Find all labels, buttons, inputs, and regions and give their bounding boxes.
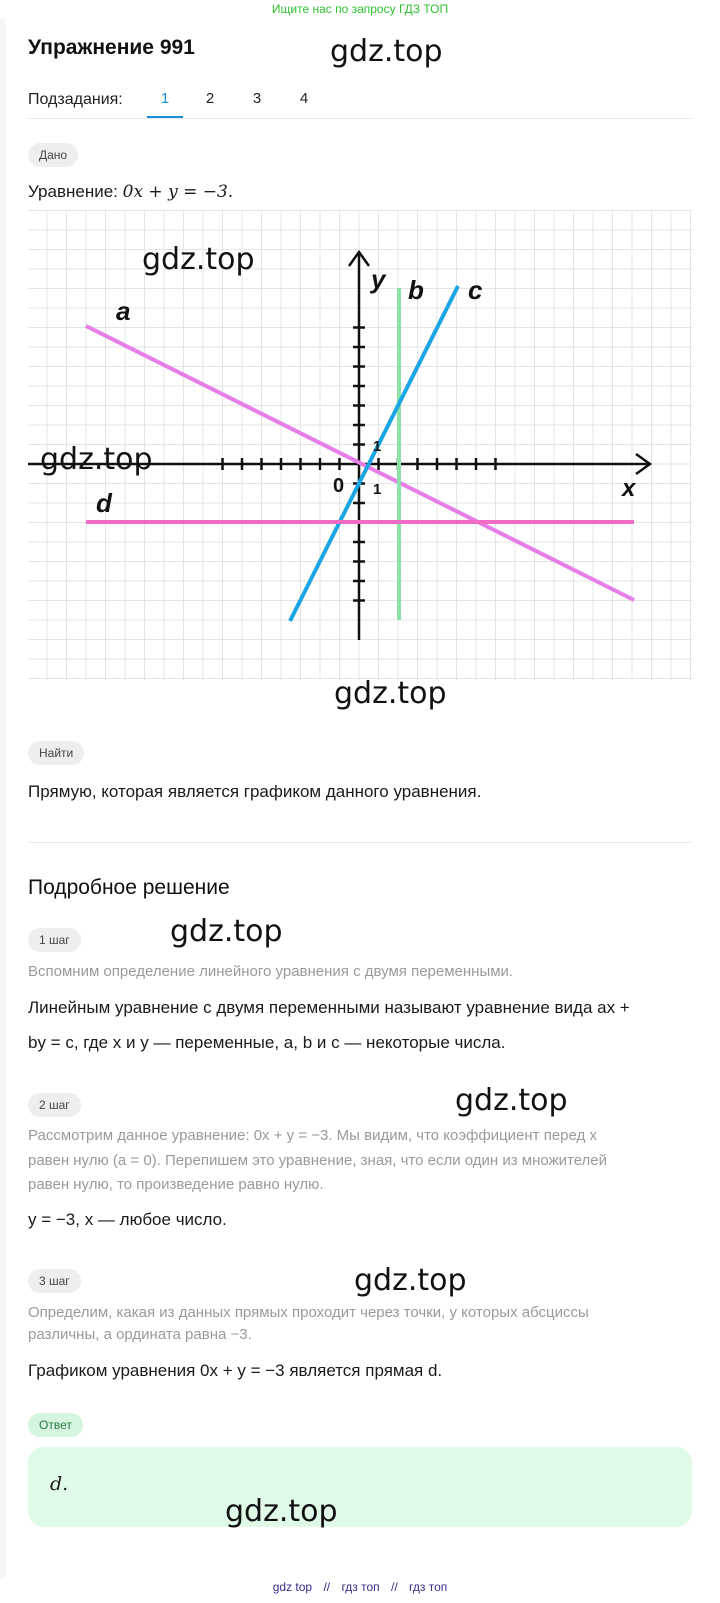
given-equation [28, 179, 233, 205]
footer-link-2[interactable]: гдз топ [341, 1580, 380, 1594]
tab-subtask-1[interactable]: 1 [160, 90, 170, 107]
label-unit-y: 1 [373, 438, 382, 455]
find-text: Прямую, которая является графиком данного уравнения. [28, 782, 482, 801]
step-1-text-line2: by = c, где x и y — переменные, a, b и c — некоторые числа. [28, 1033, 506, 1052]
watermark: gdz.top [455, 1083, 568, 1118]
footer-separator: // [323, 1580, 331, 1594]
footer [0, 1580, 720, 1594]
step-3-hint-line1: Определим, какая из данных прямых проходит через точки, у которых абсциссы [28, 1304, 589, 1321]
watermark: gdz.top [225, 1494, 338, 1529]
answer-text: d. [50, 1473, 69, 1495]
equation-label: Уравнение: [28, 182, 118, 201]
step-2-hint-line3: равен нулю, то произведение равно нулю. [28, 1176, 324, 1193]
footer-link-3[interactable]: гдз топ [409, 1580, 448, 1594]
label-a: a [116, 296, 131, 326]
label-y: y [371, 264, 386, 294]
tab-subtask-4[interactable]: 4 [299, 90, 309, 107]
equation-value: 0x + y = −3. [122, 182, 234, 202]
label-unit-x: 1 [373, 481, 382, 498]
label-origin: 0 [333, 475, 345, 497]
section-divider [28, 842, 692, 843]
tab-subtask-2[interactable]: 2 [205, 90, 215, 107]
footer-link-1[interactable]: gdz top [272, 1580, 313, 1594]
tabs-divider [28, 118, 692, 119]
label-b: b [408, 275, 424, 305]
step-2-hint-line2: равен нулю (a = 0). Перепишем это уравнение, зная, что если один из множителей [28, 1152, 608, 1169]
step-2-badge: 2 шаг [28, 1093, 81, 1117]
given-badge: Дано [28, 143, 78, 167]
step-1-text-line1: Линейным уравнение с двумя переменными называют уравнение вида ax + [28, 998, 630, 1017]
watermark: gdz.top [170, 914, 283, 949]
step-1-hint: Вспомним определение линейного уравнения с двумя переменными. [28, 963, 514, 980]
step-3-hint-line2: различны, а ордината равна −3. [28, 1326, 252, 1343]
active-tab-indicator [147, 116, 183, 118]
top-banner: Ищите нас по запросу ГДЗ ТОП [271, 2, 449, 16]
answer-badge: Ответ [28, 1413, 83, 1437]
watermark: gdz.top [330, 34, 443, 69]
subtasks-label: Подзадания: [28, 91, 123, 108]
step-2-hint-line1: Рассмотрим данное уравнение: 0x + y = −3. Мы видим, что коэффициент перед x [28, 1127, 597, 1144]
find-badge: Найти [28, 741, 84, 765]
watermark: gdz.top [40, 442, 153, 477]
tab-subtask-3[interactable]: 3 [252, 90, 262, 107]
solution-heading: Подробное решение [28, 876, 230, 899]
watermark: gdz.top [354, 1263, 467, 1298]
label-c: c [468, 275, 483, 305]
label-d: d [96, 488, 112, 518]
footer-separator: // [391, 1580, 398, 1594]
watermark: gdz.top [334, 676, 447, 711]
page-title: Упражнение 991 [28, 36, 195, 59]
step-2-text: y = −3, x — любое число. [28, 1210, 227, 1229]
step-3-badge: 3 шаг [28, 1269, 81, 1293]
step-3-text: Графиком уравнения 0x + y = −3 является прямая d. [28, 1361, 443, 1380]
step-1-badge: 1 шаг [28, 928, 81, 952]
label-x: x [622, 475, 636, 502]
left-scroll-edge [0, 18, 6, 1578]
answer-box [28, 1447, 692, 1527]
watermark: gdz.top [142, 242, 255, 277]
